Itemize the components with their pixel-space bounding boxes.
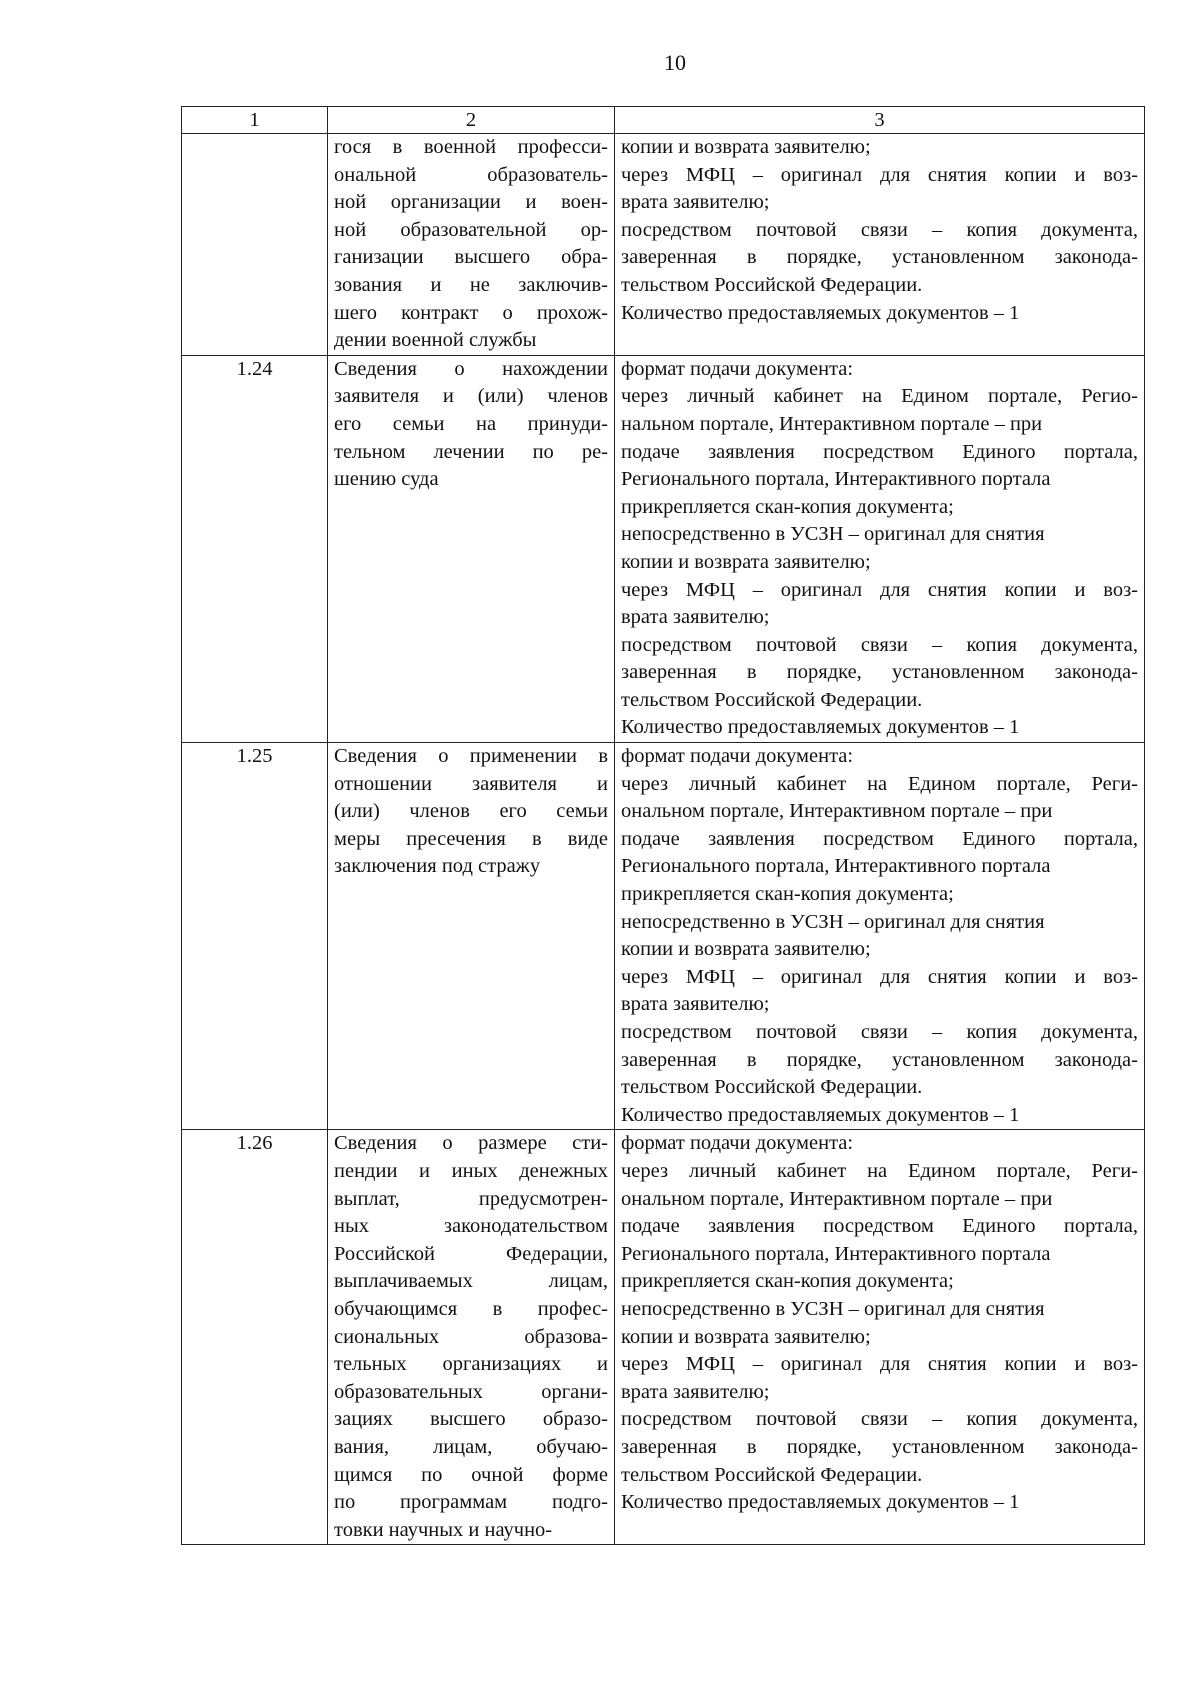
column-header-1: 1 [182,107,328,134]
submission-method-line: через МФЦ – оригинал для снятия копии и воз- [621,1353,1138,1376]
submission-method-line: тельством Российской Федерации. [621,688,923,711]
table-row [182,134,1145,356]
submission-method-line: врата заявителю; [621,191,770,214]
document-name-line: образовательных органи- [334,1380,608,1403]
submission-method-cell [615,134,1145,356]
submission-method-line: Количество предоставляемых документов – 1 [621,1103,1020,1126]
document-name-line: товки научных и научно- [334,1518,553,1541]
document-name-cell [328,355,615,742]
submission-method-line: подаче заявления посредством Единого портала, [621,1215,1138,1238]
row-number: 1.25 [182,743,328,1130]
submission-method-cell [615,743,1145,1130]
submission-method-line: нальном портале, Интерактивном портале – при [621,412,1043,435]
row-number [182,134,328,356]
submission-method-line: Количество предоставляемых документов – 1 [621,1491,1020,1514]
submission-method-line: непосредственно в УСЗН – оригинал для снятия [621,910,1045,933]
submission-method-line: прикрепляется скан-копия документа; [621,495,954,518]
table-row [182,1130,1145,1545]
document-name-line: ной образовательной ор- [334,218,608,241]
document-name-cell [328,743,615,1130]
column-header-2: 2 [328,107,615,134]
column-header-3: 3 [615,107,1145,134]
document-name-line: обучающимся в профес- [334,1297,608,1320]
document-name-line: гося в военной професси- [334,136,608,158]
submission-method-line: формат подачи документа: [621,357,854,380]
submission-method-line: врата заявителю; [621,606,770,629]
document-name-line: зациях высшего образо- [334,1408,608,1431]
submission-method-line: посредством почтовой связи – копия документа, [621,633,1138,656]
submission-method-line: прикрепляется скан-копия документа; [621,1270,954,1293]
submission-method-line: через личный кабинет на Едином портале, Регио- [621,385,1138,408]
page-number: 10 [664,50,686,75]
document-name-line: выплачиваемых лицам, [334,1270,608,1293]
document-name-line: его семьи на принуди- [334,412,608,435]
submission-method-line: непосредственно в УСЗН – оригинал для снятия [621,523,1045,546]
document-name-line: ных законодательством [334,1215,608,1238]
document-name-line: тельном лечении по ре- [334,440,608,463]
document-name-line: Сведения о применении в [334,745,608,768]
document-name-cell [328,134,615,356]
submission-method-line: ональном портале, Интерактивном портале – при [621,800,1053,823]
submission-method-line: через МФЦ – оригинал для снятия копии и воз- [621,965,1138,988]
document-name-line: сиональных образова- [334,1325,608,1348]
table-body [182,107,1145,1545]
document-name-line: отношении заявителя и [334,772,608,795]
document-name-line: Сведения о размере сти- [334,1132,608,1155]
document-name-line: ной организации и воен- [334,191,608,214]
document-name-line: зования и не заключив- [334,273,608,296]
submission-method-line: через МФЦ – оригинал для снятия копии и воз- [621,578,1138,601]
submission-method-line: прикрепляется скан-копия документа; [621,883,954,906]
submission-method-line: Регионального портала, Интерактивного портала [621,855,1051,878]
submission-method-line: врата заявителю; [621,993,770,1016]
submission-method-line: подаче заявления посредством Единого портала, [621,440,1138,463]
document-name-line: пендии и иных денежных [334,1159,608,1182]
submission-method-line: заверенная в порядке, установленном законода- [621,661,1138,684]
submission-method-cell [615,1130,1145,1545]
submission-method-line: Регионального портала, Интерактивного портала [621,468,1051,491]
submission-method-line: посредством почтовой связи – копия документа, [621,218,1138,241]
submission-method-line: копии и возврата заявителю; [621,136,871,158]
row-number: 1.24 [182,355,328,742]
document-name-cell [328,1130,615,1545]
submission-method-line: ональном портале, Интерактивном портале – при [621,1187,1053,1210]
submission-method-line: копии и возврата заявителю; [621,938,871,961]
submission-method-line: через МФЦ – оригинал для снятия копии и воз- [621,163,1138,186]
submission-method-line: тельством Российской Федерации. [621,1076,923,1099]
submission-method-line: формат подачи документа: [621,745,854,768]
submission-method-line: заверенная в порядке, установленном законода- [621,1048,1138,1071]
submission-method-line: через личный кабинет на Едином портале, Реги- [621,772,1138,795]
document-name-line: Российской Федерации, [334,1242,608,1265]
document-name-line: заключения под стражу [334,855,541,878]
submission-method-line: посредством почтовой связи – копия документа, [621,1408,1138,1431]
document-name-line: меры пресечения в виде [334,827,608,850]
submission-method-line: через личный кабинет на Едином портале, Реги- [621,1159,1138,1182]
submission-method-line: Количество предоставляемых документов – 1 [621,716,1020,739]
document-name-line: ональной образователь- [334,163,608,186]
submission-method-line: заверенная в порядке, установленном законода- [621,246,1138,269]
document-name-line: шего контракт о прохож- [334,301,608,324]
document-name-line: заявителя и (или) членов [334,385,608,408]
submission-method-line: посредством почтовой связи – копия документа, [621,1021,1138,1043]
document-name-line: Сведения о нахождении [334,357,608,380]
submission-method-line: врата заявителю; [621,1380,770,1403]
submission-method-line: Регионального портала, Интерактивного портала [621,1242,1051,1265]
document-name-line: дении военной службы [334,329,537,352]
submission-method-line: Количество предоставляемых документов – 1 [621,301,1020,324]
document-name-line: ганизации высшего обра- [334,246,608,269]
submission-method-line: копии и возврата заявителю; [621,550,871,573]
submission-method-line: тельством Российской Федерации. [621,1463,923,1486]
document-name-line: тельных организациях и [334,1353,608,1376]
submission-method-line: формат подачи документа: [621,1132,854,1155]
submission-method-line: тельством Российской Федерации. [621,273,923,296]
document-name-line: щимся по очной форме [334,1463,608,1486]
submission-method-line: копии и возврата заявителю; [621,1325,871,1348]
table-header-row [182,107,1145,134]
table-row [182,355,1145,742]
submission-method-line: подаче заявления посредством Единого портала, [621,827,1138,850]
document-name-line: выплат, предусмотрен- [334,1187,608,1210]
submission-method-line: заверенная в порядке, установленном законода- [621,1435,1138,1458]
document-table [181,106,1145,1545]
document-name-line: вания, лицам, обучаю- [334,1435,608,1458]
document-name-line: шению суда [334,468,439,491]
document-name-line: (или) членов его семьи [334,800,608,823]
document-name-line: по программам подго- [334,1491,608,1514]
row-number: 1.26 [182,1130,328,1545]
submission-method-line: непосредственно в УСЗН – оригинал для снятия [621,1297,1045,1320]
submission-method-cell [615,355,1145,742]
table-row [182,743,1145,1130]
